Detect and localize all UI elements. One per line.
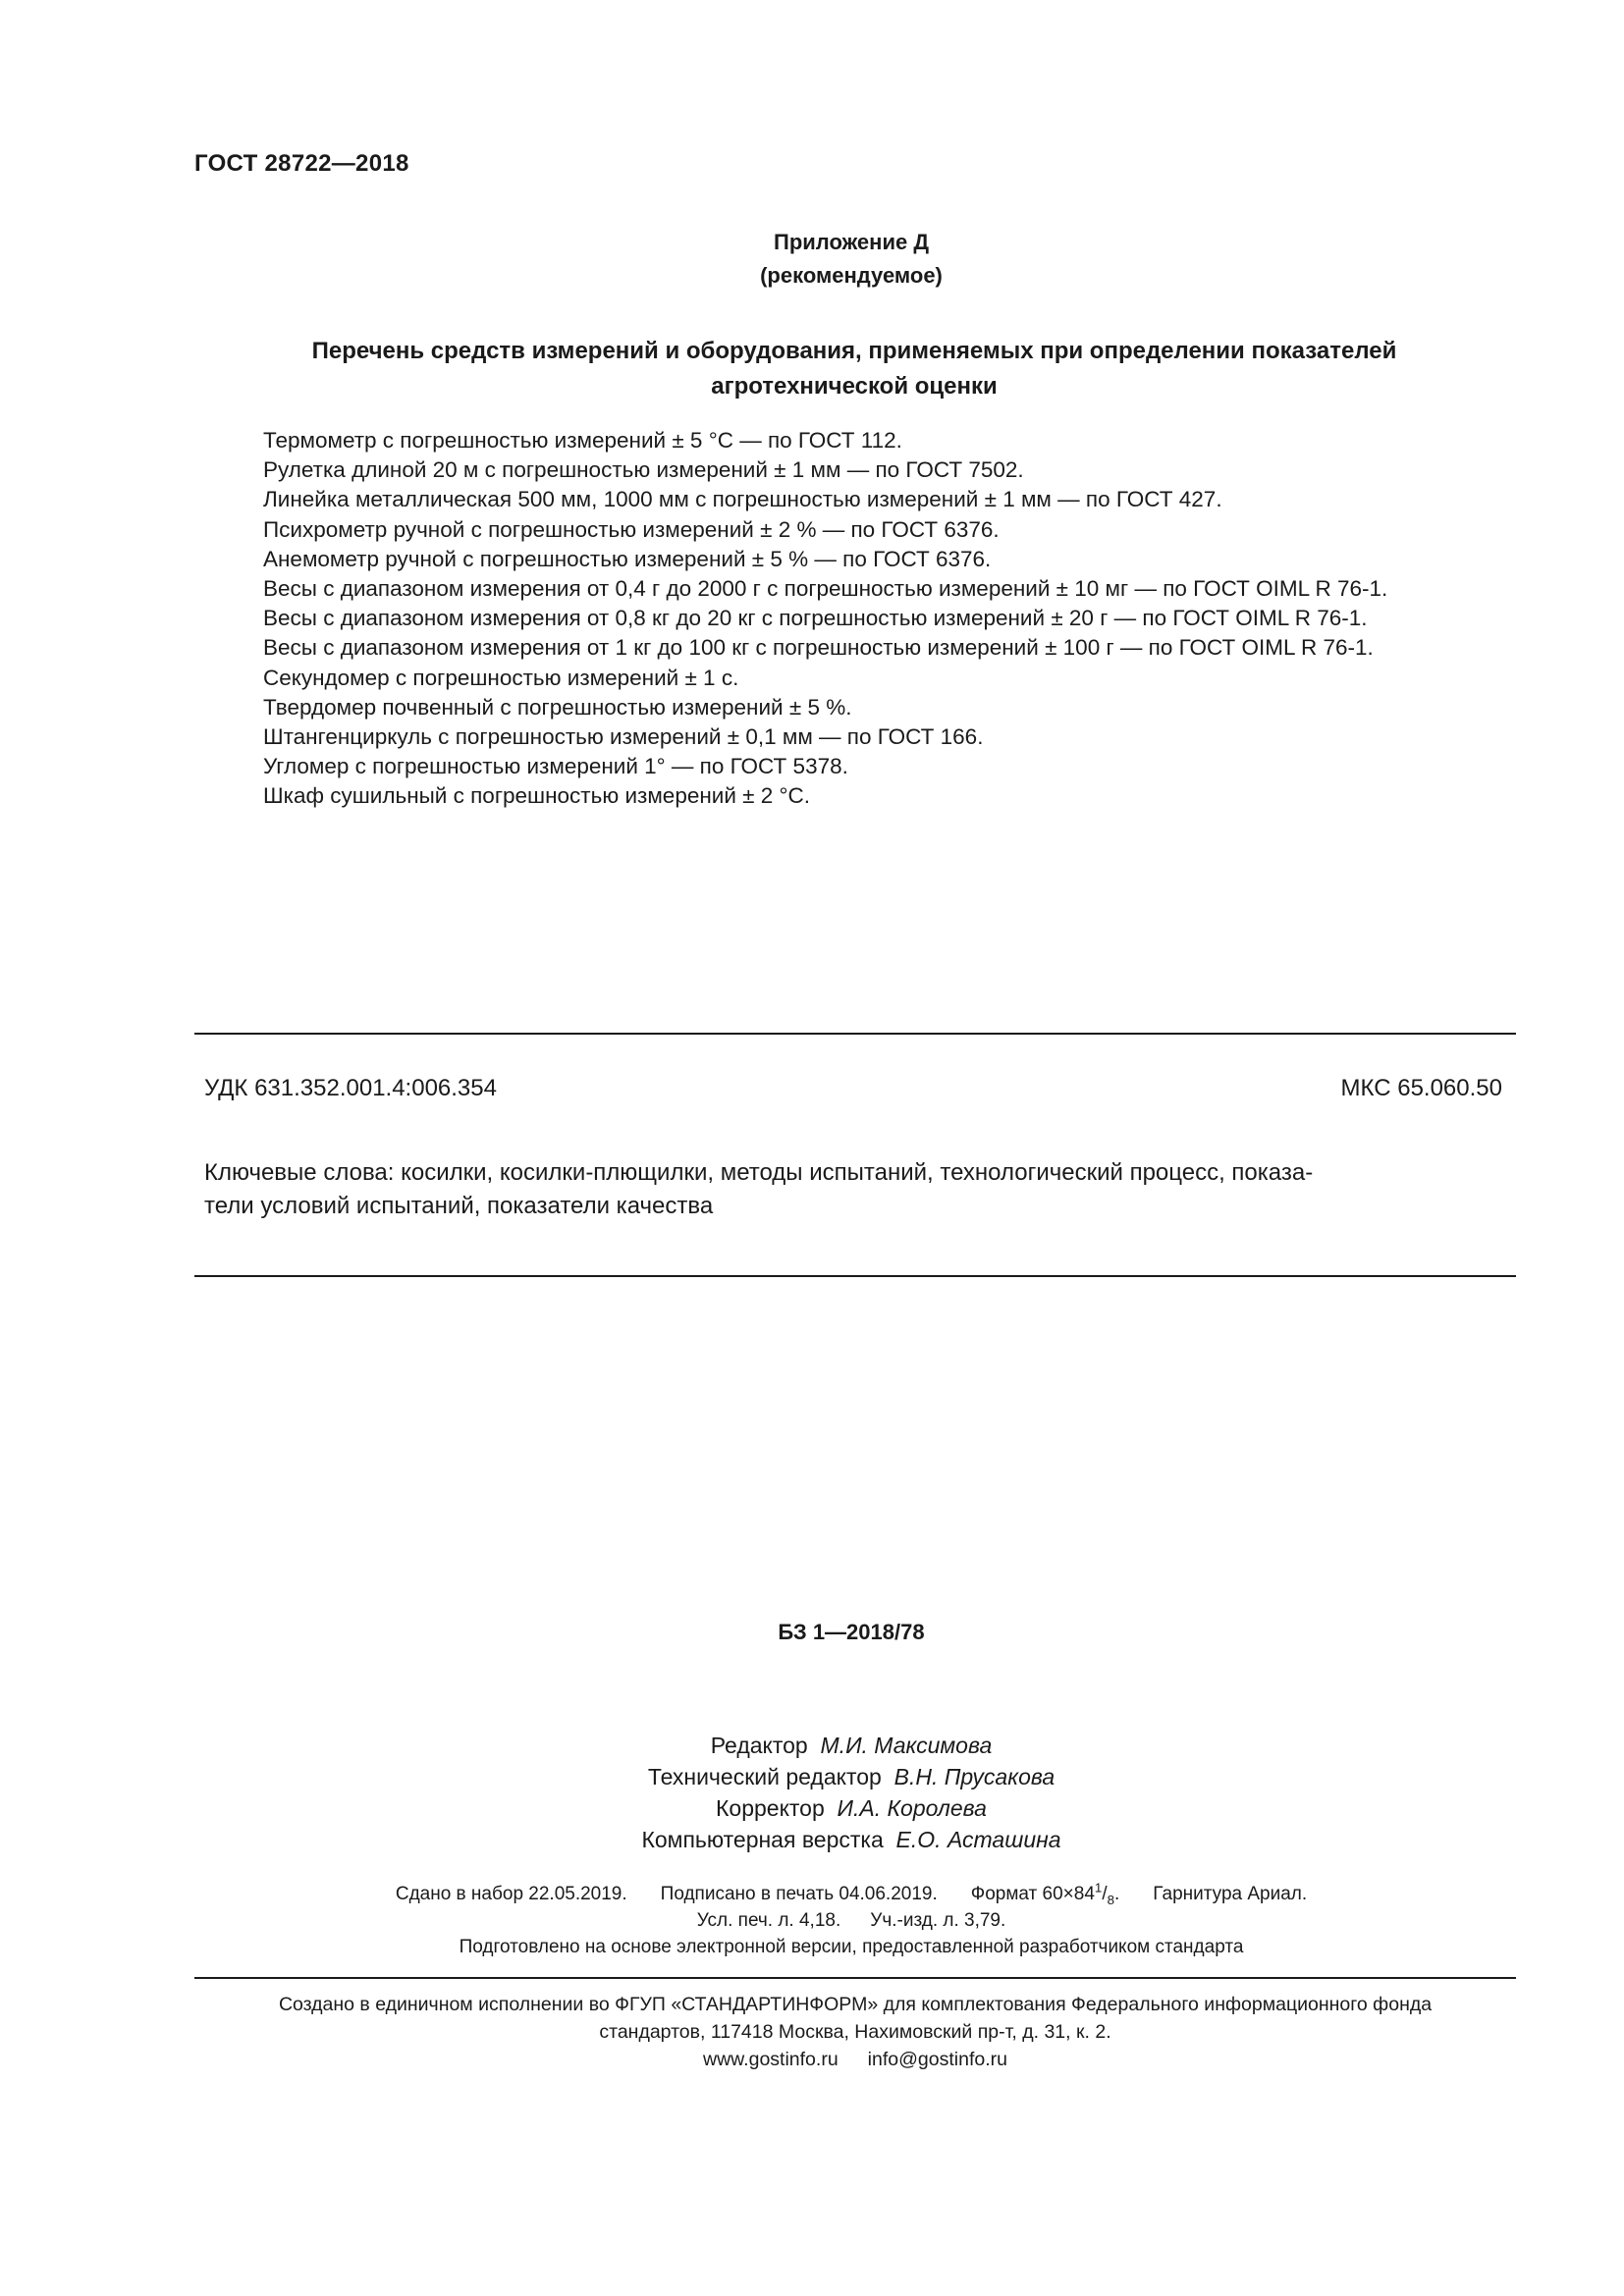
list-item: Термометр с погрешностью измерений ± 5 °С — по ГОСТ 112. xyxy=(263,428,902,453)
keywords-line-2: тели условий испытаний, показатели качества xyxy=(204,1193,714,1219)
list-item: Весы с диапазоном измерения от 0,8 кг до 20 кг с погрешностью измерений ± 20 г — по ГОСТ OIML R 76-1. xyxy=(263,606,1368,631)
format-prefix: Формат 60×84 xyxy=(970,1884,1095,1904)
publication-sheets: Уч.-изд. л. 3,79. xyxy=(870,1910,1006,1931)
staff-role: Редактор xyxy=(710,1733,808,1758)
udk-code: УДК 631.352.001.4:006.354 xyxy=(204,1075,497,1101)
staff-row xyxy=(0,1824,1624,1855)
mks-code: МКС 65.060.50 xyxy=(1340,1075,1502,1101)
appendix-heading xyxy=(0,226,1624,293)
staff-role: Корректор xyxy=(716,1795,825,1821)
publisher-info xyxy=(194,1991,1516,2073)
list-title xyxy=(194,334,1514,404)
staff-row xyxy=(0,1730,1624,1761)
format-denominator: 8 xyxy=(1107,1892,1114,1907)
list-item: Угломер с погрешностью измерений 1° — по ГОСТ 5378. xyxy=(263,754,848,779)
list-item: Штангенциркуль с погрешностью измерений ± 0,1 мм — по ГОСТ 166. xyxy=(263,724,984,750)
list-item: Весы с диапазоном измерения от 1 кг до 100 кг с погрешностью измерений ± 100 г — по ГОСТ OIML R 76-1. xyxy=(263,635,1374,661)
editorial-staff xyxy=(0,1730,1624,1855)
format: Формат $60\times 84^1/_8$. xyxy=(970,1880,1120,1907)
publisher-line-1: Создано в единичном исполнении во ФГУП «СТАНДАРТИНФОРМ» для комплектования Федерального информационного фонда xyxy=(278,1994,1433,2015)
standard-code: ГОСТ 28722—2018 xyxy=(194,150,409,177)
staff-row xyxy=(0,1792,1624,1824)
list-item: Линейка металлическая 500 мм, 1000 мм с погрешностью измерений ± 1 мм — по ГОСТ 427. xyxy=(263,487,1222,512)
typeface: Гарнитура Ариал. xyxy=(1153,1884,1308,1904)
keywords-line-1: Ключевые слова: косилки, косилки-плющилки, методы испытаний, технологический процесс, показа- xyxy=(204,1159,1314,1186)
staff-row xyxy=(0,1761,1624,1792)
divider-bottom xyxy=(194,1977,1516,1979)
bz-number: БЗ 1—2018/78 xyxy=(778,1620,925,1644)
imprint-prepared: Подготовлено на основе электронной версии, предоставленной разработчиком стандарта xyxy=(459,1937,1244,1957)
list-item: Анемометр ручной с погрешностью измерений ± 5 % — по ГОСТ 6376. xyxy=(263,546,992,571)
divider-middle xyxy=(194,1275,1516,1277)
publisher-contacts xyxy=(194,2046,1516,2073)
list-item: Твердомер почвенный с погрешностью измерений ± 5 %. xyxy=(263,694,852,720)
submitted-date: Сдано в набор 22.05.2019. xyxy=(395,1884,627,1904)
format-numerator: 1 xyxy=(1094,1880,1103,1896)
list-item: Психрометр ручной с погрешностью измерений ± 2 % — по ГОСТ 6376. xyxy=(263,516,1000,542)
staff-name: В.Н. Прусакова xyxy=(893,1764,1056,1789)
instrument-list xyxy=(263,426,1540,812)
list-title-line-2: агротехнической оценки xyxy=(711,373,998,400)
imprint xyxy=(0,1881,1624,1960)
list-item: Секундомер с погрешностью измерений ± 1 с. xyxy=(263,665,739,690)
appendix-status: (рекомендуемое) xyxy=(760,263,943,288)
staff-name: И.А. Королева xyxy=(837,1795,987,1821)
list-item: Шкаф сушильный с погрешностью измерений ± 2 °С. xyxy=(263,783,811,809)
keywords xyxy=(204,1156,1510,1223)
staff-name: Е.О. Асташина xyxy=(895,1827,1061,1852)
list-item: Весы с диапазоном измерения от 0,4 г до 2000 г с погрешностью измерений ± 10 мг — по ГОСТ OIML R 76-1. xyxy=(263,576,1388,602)
imprint-line-2 xyxy=(0,1907,1624,1934)
format-suffix: . xyxy=(1114,1884,1120,1904)
staff-name: М.И. Максимова xyxy=(820,1733,993,1758)
divider-top xyxy=(194,1033,1516,1035)
print-sheets: Усл. печ. л. 4,18. xyxy=(696,1910,841,1931)
signed-date: Подписано в печать 04.06.2019. xyxy=(660,1884,938,1904)
website-link[interactable]: www.gostinfo.ru xyxy=(703,2049,839,2070)
imprint-line-1 xyxy=(0,1881,1624,1907)
list-item: Рулетка длиной 20 м с погрешностью измерений ± 1 мм — по ГОСТ 7502. xyxy=(263,457,1024,483)
staff-role: Технический редактор xyxy=(647,1764,882,1789)
email-link[interactable]: info@gostinfo.ru xyxy=(867,2049,1007,2070)
staff-role: Компьютерная верстка xyxy=(641,1827,884,1852)
publisher-line-2: стандартов, 117418 Москва, Нахимовский пр-т, д. 31, к. 2. xyxy=(599,2021,1111,2043)
list-title-line-1: Перечень средств измерений и оборудования, применяемых при определении показателей xyxy=(311,338,1397,364)
appendix-label: Приложение Д xyxy=(774,230,929,254)
